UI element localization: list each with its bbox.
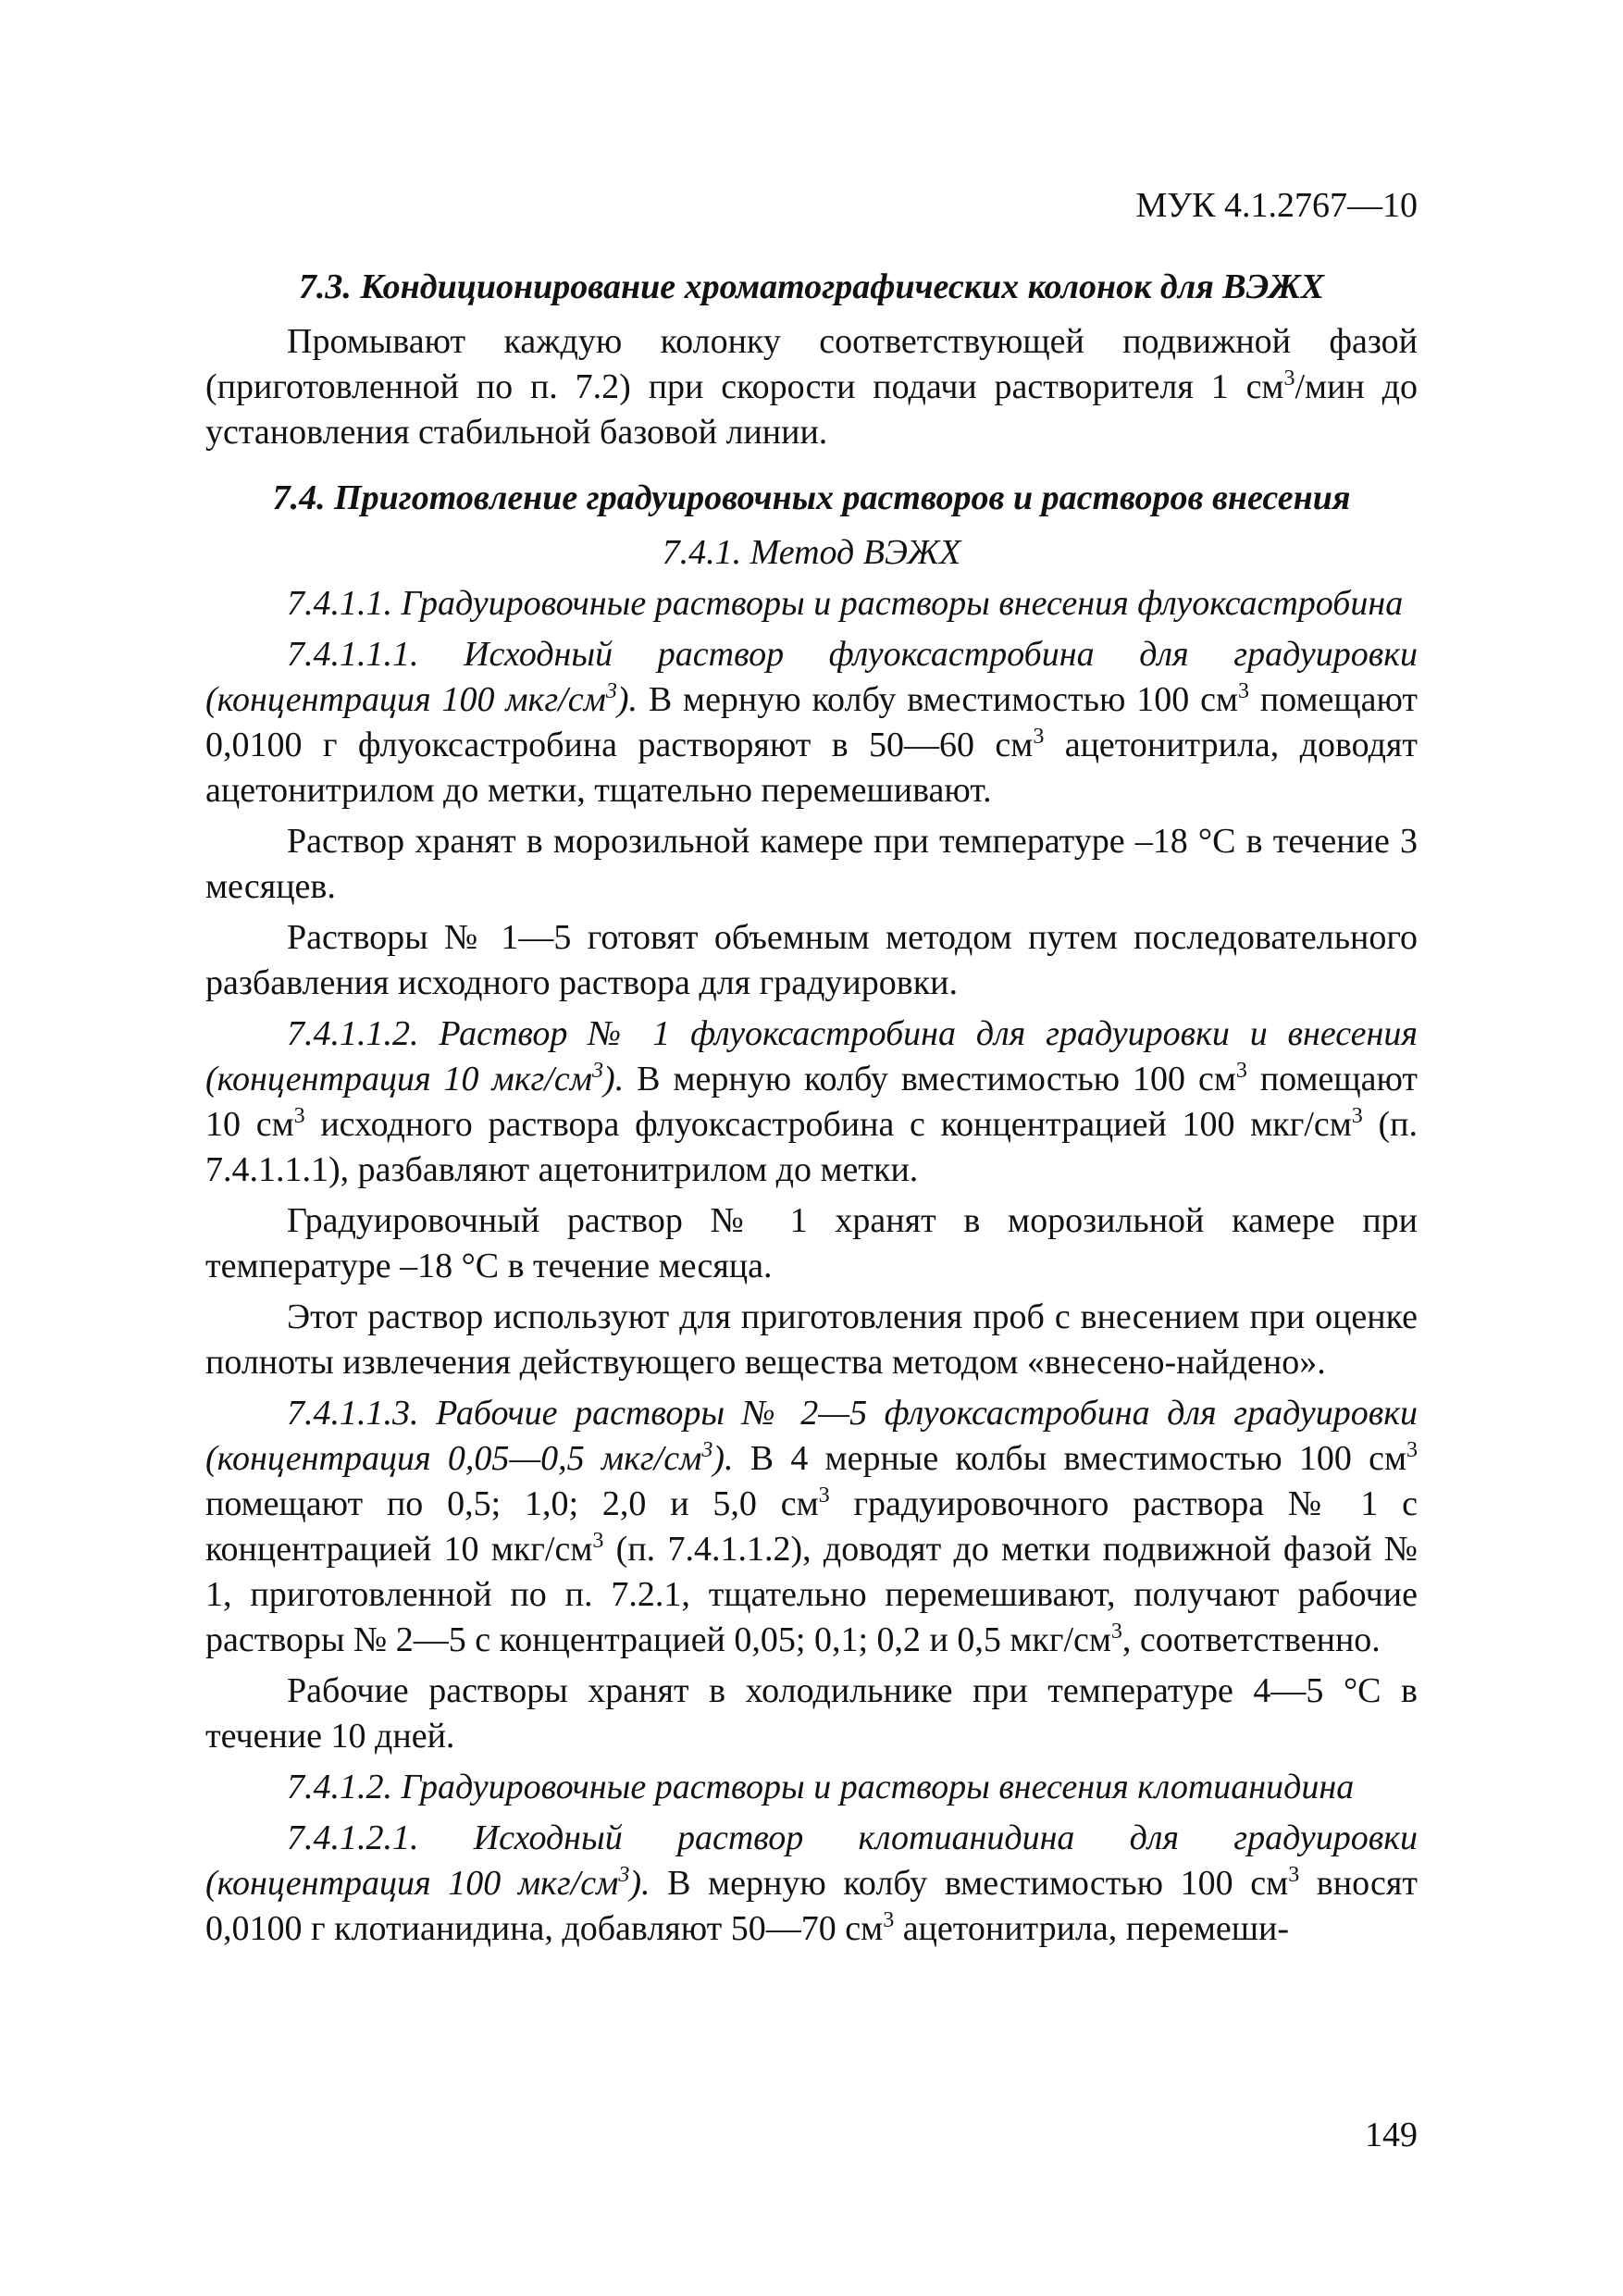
paragraph-solutions-1-5: Растворы № 1—5 готовят объемным методом путем последовательного разбавления исходного раствора для градуировки. (205, 918, 1418, 1002)
paragraph-7-4-1-1-1: 7.4.1.1.1. Исходный раствор флуоксастробина для градуировки (концентрация 100 мкг/$см^3$). В мерную колбу вместимостью 100 $см^3$ помещают 0,0100 г флуоксастробина растворяют в 50—60 $см^3$ ацетонитрила, доводят ацетонитрилом до метки, тщательно перемешивают. (205, 635, 1418, 810)
page-content (205, 265, 1418, 1957)
document-code-header: МУК 4.1.2767—10 (1135, 186, 1418, 225)
section-7-3-paragraph: Промывают каждую колонку соответствующей подвижной фазой (приготовленной по п. 7.2) при скорости подачи растворителя 1 $см^3$/мин до установления стабильной базовой линии. (205, 322, 1418, 452)
paragraph-storage-2: Градуировочный раствор № 1 хранят в морозильной камере при температуре –18 °С в течение месяца. (205, 1201, 1418, 1285)
method-hplc-subheading: 7.4.1. Метод ВЭЖХ (662, 533, 961, 572)
paragraph-storage-3: Рабочие растворы хранят в холодильнике при температуре 4—5 °С в течение 10 дней. (205, 1671, 1418, 1756)
paragraph-7-4-1-1-2: 7.4.1.1.2. Раствор № 1 флуоксастробина для градуировки и внесения (концентрация 10 мкг/$см^3$). В мерную колбу вместимостью 100 $см^3$ помещают 10 $см^3$ исходного раствора флуоксастробина с концентрацией 100 мкг/$см^3$ (п. 7.4.1.1.1), разбавляют ацетонитрилом до метки. (205, 1014, 1418, 1189)
paragraph-usage: Этот раствор используют для приготовления проб с внесением при оценке полноты извлечения действующего вещества методом «внесено-найдено». (205, 1297, 1418, 1382)
section-7-4-heading: 7.4. Приготовление градуировочных растворов и растворов внесения (272, 478, 1351, 517)
section-7-4-1-2-heading: 7.4.1.2. Градуировочные растворы и растворы внесения клотианидина (287, 1768, 1355, 1806)
section-7-4-1-1-heading: 7.4.1.1. Градуировочные растворы и растворы внесения флуоксастробина (287, 584, 1404, 623)
paragraph-7-4-1-2-1: 7.4.1.2.1. Исходный раствор клотианидина для градуировки (концентрация 100 мкг/$см^3$). В мерную колбу вместимостью 100 $см^3$ вносят 0,0100 г клотианидина, добавляют 50—70 $см^3$ ацетонитрила, перемеши- (205, 1818, 1418, 1948)
paragraph-storage-1: Раствор хранят в морозильной камере при температуре –18 °С в течение 3 месяцев. (205, 822, 1418, 906)
page-number: 149 (1365, 2116, 1418, 2154)
paragraph-7-4-1-1-3: 7.4.1.1.3. Рабочие растворы № 2—5 флуоксастробина для градуировки (концентрация 0,05—0,5 мкг/$см^3$). В 4 мерные колбы вместимостью 100 $см^3$ помещают по 0,5; 1,0; 2,0 и 5,0 $см^3$ градуировочного раствора № 1 с концентрацией 10 мкг/$см^3$ (п. 7.4.1.1.2), доводят до метки подвижной фазой № 1, приготовленной по п. 7.2.1, тщательно перемешивают, получают рабочие растворы № 2—5 с концентрацией 0,05; 0,1; 0,2 и 0,5 мкг/$см^3$, соответственно. (205, 1394, 1418, 1659)
section-7-3-heading: 7.3. Кондиционирование хроматографических колонок для ВЭЖХ (298, 267, 1325, 306)
